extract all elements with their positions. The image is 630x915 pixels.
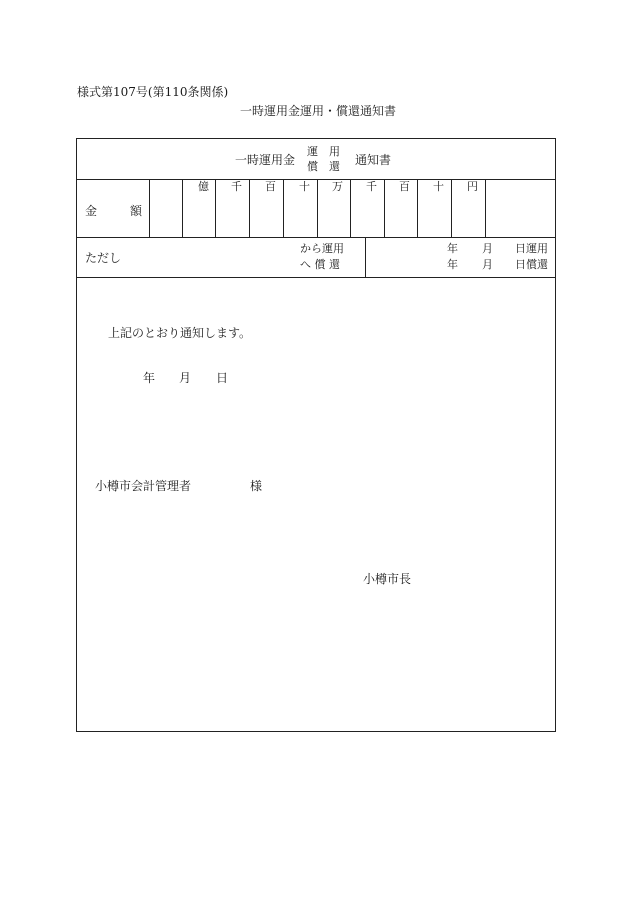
notice-text: 上記のとおり通知します。 [108,326,252,340]
addressee: 小樽市会計管理者 [95,479,192,493]
amount-divider-1 [182,179,183,237]
digit-unit-sen-2: 千 [366,180,377,193]
digit-unit-en: 円 [467,180,478,193]
amount-label-1: 金 [85,204,98,218]
proviso-label: ただし [85,251,122,265]
date-day: 日 [216,371,229,385]
amount-label-2: 額 [130,204,143,218]
row-divider-amount [77,237,555,238]
document-title: 一時運用金運用・償還通知書 [240,104,397,118]
use-month: 月 [482,242,493,255]
form-title-lower: 償 還 [307,160,340,173]
row-divider-proviso [77,277,555,278]
form-title-prefix: 一時運用金 [235,153,296,167]
proviso-from-use: から運用 [300,242,344,255]
digit-unit-hyaku-2: 百 [399,180,410,193]
form-number: 様式第107号(第110条関係) [77,85,229,99]
form-frame [76,138,556,732]
proviso-divider [365,237,366,277]
digit-unit-juu-2: 十 [433,180,444,193]
proviso-to-repay: へ 償 還 [300,258,340,271]
sender: 小樽市長 [363,572,412,586]
digit-unit-sen-1: 千 [231,180,242,193]
use-year: 年 [447,242,458,255]
repay-year: 年 [447,258,458,271]
date-year: 年 [143,371,156,385]
form-title-upper: 運 用 [307,145,340,158]
use-day: 日運用 [515,242,548,255]
digit-unit-man: 万 [332,180,343,193]
digit-unit-juu-1: 十 [299,180,310,193]
form-title-suffix: 通知書 [355,153,392,167]
date-month: 月 [179,371,192,385]
addressee-honorific: 様 [250,479,263,493]
amount-divider-0 [149,179,150,237]
digit-unit-hyaku-1: 百 [265,180,276,193]
repay-month: 月 [482,258,493,271]
digit-unit-oku: 億 [198,180,209,193]
repay-day: 日償還 [515,258,548,271]
